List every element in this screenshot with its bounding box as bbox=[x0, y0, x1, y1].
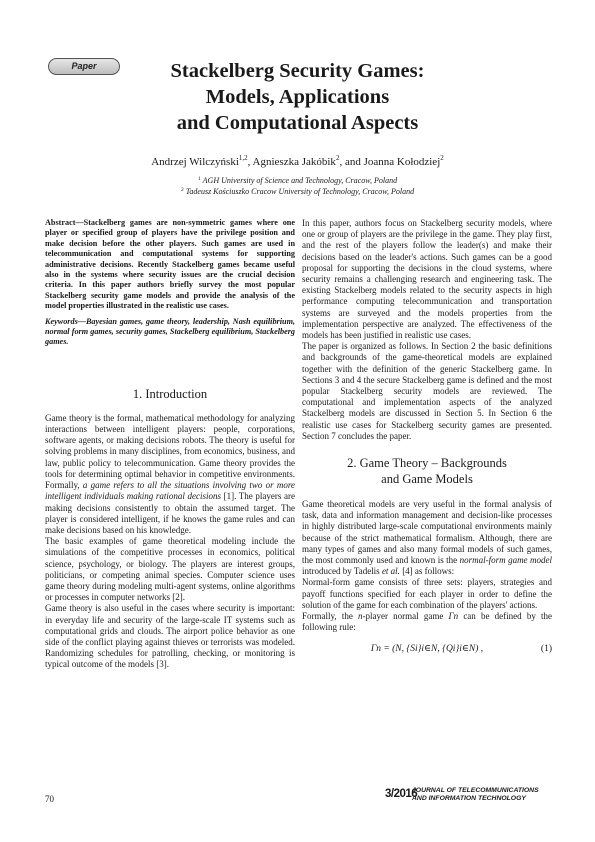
section2-paragraph: Normal-form game consists of three sets: players, strategies and payoff functions specified for each player in order to define the solution of the game for each combination of the players' actions. bbox=[302, 577, 552, 610]
title-line-3: and Computational Aspects bbox=[176, 112, 419, 134]
intro-paragraph: The basic examples of game theoretical modeling include the simulations of the competitive processes in economics, political science, psychology, or biology. The players are interest groups, politicians, or competing animal species. Computer science uses game theory during modeling multi-agent systems, online algorithms or processes in computer networks [2]. bbox=[45, 536, 295, 603]
author-affiliation-mark: 2 bbox=[440, 154, 444, 162]
author-separator: , bbox=[247, 156, 253, 168]
author-affiliation-mark: 2 bbox=[335, 154, 340, 162]
abstract: Abstract—Stackelberg games are non-symmetric games where one player or specified group of players have the privilege position and make decision before the other players. Such games are used in telecommunication and computational systems for supporting administrative decisions. Recently Stackelberg games became useful also in the systems where security issues are the crucial decision criteria. In this paper authors briefly survey the most popular Stackelberg security game models and provide the analysis of the model properties illustrated in the realistic use cases. bbox=[45, 218, 295, 311]
intro-paragraph: In this paper, authors focus on Stackelberg security models, where one or group of players are the privilege in the game. They play first, and the rest of the players follow the leader(s) and make their decisions based on the leader's actions. Such games can be a good proposal for supporting the decisions in the cloud systems, where security remains a challenging research and engineering task. The existing Stackelberg models related to the security aspects in high performance computing telecommunication and transportation systems are surveyed and the models properties from the implementation perspective are analyzed. The effectiveness of the models has been justified in realistic use cases. bbox=[302, 218, 552, 341]
affiliation-text: AGH University of Science and Technology, Cracow, Poland bbox=[202, 176, 398, 185]
author-affiliation-mark: 1,2 bbox=[238, 154, 248, 162]
title-line-2: Models, Applications bbox=[205, 86, 390, 108]
journal-issue: 3/2016 bbox=[385, 788, 418, 800]
page-number: 70 bbox=[45, 794, 54, 804]
paper-type-badge: Paper bbox=[48, 58, 120, 75]
section2-paragraph: Game theoretical models are very useful in the formal analysis of task, data and information management and decision-like processes in highly distributed large-scale computational environments mainly because of the strict mathematical formalism. Although, there are many types of games and also many formal models of such games, the most commonly used and known is the normal-form game model introduced by Tadelis et al. [4] as follows: bbox=[302, 499, 553, 577]
paper-title bbox=[110, 58, 485, 136]
section-heading-game-theory bbox=[302, 455, 552, 487]
title-line-1: Stackelberg Security Games: bbox=[170, 60, 425, 82]
equation-number: (1) bbox=[540, 643, 552, 654]
author-list bbox=[0, 154, 595, 168]
intro-paragraph: The paper is organized as follows. In Section 2 the basic definitions and backgrounds of the game-theoretical models are explained together with the definition of the generic Stackelberg game. In Sections 3 and 4 the secure Stackelberg game is defined and the most popular Stackelberg security models are reviewed. The computational and implementation aspects of the analyzed Stackelberg models are discussed in Section 5. In Section 6 the realistic use cases for Stackelberg security games are presented. Section 7 concludes the paper. bbox=[302, 341, 552, 441]
affiliation-number: 2 bbox=[180, 187, 184, 193]
author-separator: , and bbox=[339, 156, 364, 168]
section2-paragraph: Formally, the n-player normal game Γn can be defined by the following rule: bbox=[302, 611, 552, 633]
section-heading-line: 2. Game Theory – Backgrounds bbox=[347, 456, 507, 471]
journal-name-line: AND INFORMATION TECHNOLOGY bbox=[412, 795, 526, 802]
intro-paragraph: Game theory is also useful in the cases where security is important: in everyday life and security of the large-scale IT systems such as computational grids and clouds. The airport police behavior as one side of the conflict playing against thieves or terrorists was modeled. Randomizing schedules for patrolling, checking, or monitoring is typical outcome of the models [3]. bbox=[45, 603, 295, 670]
journal-name-line: JOURNAL OF TELECOMMUNICATIONS bbox=[412, 787, 539, 794]
affiliation-text: Tadeusz Kościuszko Cracow University of Technology, Cracow, Poland bbox=[185, 187, 415, 196]
affiliation bbox=[0, 176, 595, 185]
section-heading-line: and Game Models bbox=[381, 472, 473, 487]
keywords: Keywords—Bayesian games, game theory, leadership, Nash equilibrium, normal form games, security games, Stackelberg equilibrium, Stackelberg games. bbox=[45, 316, 295, 347]
author-name: Andrzej Wilczyński bbox=[151, 156, 239, 168]
intro-paragraph: Game theory is the formal, mathematical methodology for analyzing interactions between intelligent players: people, corporations, software agents, or making decisions robots. The theory is useful for solving problems in many disciplines, from economics, business, and law, public policy to telecommunication. Game theory provides the tools for determining optimal behavior in competitive environments. Formally, a game refers to all the situations involving two or more intelligent individuals making rational decisions [1]. The players are making decisions consistently to obtain the assumed target. The player is considered intelligent, if he knows the game rules and can make decisions based on his knowledge. bbox=[45, 412, 295, 535]
journal-name bbox=[412, 787, 552, 803]
left-column bbox=[45, 218, 295, 671]
right-column bbox=[302, 218, 552, 655]
author-name: Agnieszka Jakóbik bbox=[252, 156, 336, 168]
affiliation bbox=[0, 187, 595, 196]
author-name: Joanna Kołodziej bbox=[363, 156, 441, 168]
equation-body: Γn = (N, {Si}i∈N, {Qi}i∈N) , bbox=[370, 643, 484, 654]
section-heading-introduction: 1. Introduction bbox=[132, 386, 208, 401]
equation-1 bbox=[302, 643, 552, 655]
affiliation-number: 1 bbox=[197, 176, 201, 182]
